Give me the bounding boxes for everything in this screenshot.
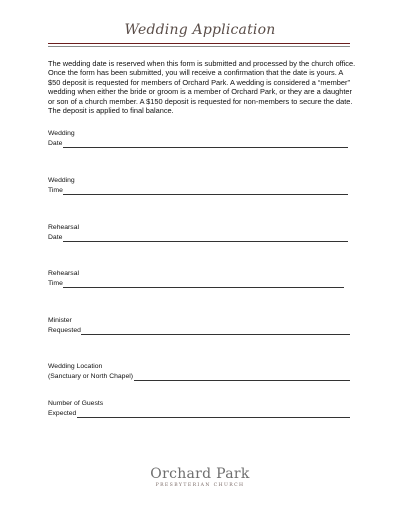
field-label-line1: Rehearsal: [48, 224, 79, 231]
field-label-line2: Date: [48, 140, 63, 147]
field-wedding-location: [48, 362, 350, 381]
field-label-line1: Wedding Location: [48, 363, 103, 370]
wedding-location-input-line[interactable]: [134, 373, 351, 381]
logo-subtitle: PRESBYTERIAN CHURCH: [155, 483, 245, 488]
wedding-time-input-line[interactable]: [63, 187, 348, 195]
wedding-date-input-line[interactable]: [63, 140, 348, 148]
field-wedding-date: [48, 129, 348, 148]
field-label-line1: Wedding: [48, 177, 75, 184]
rehearsal-time-input-line[interactable]: [63, 280, 344, 288]
field-rehearsal-date: [48, 223, 348, 242]
title-rule-bottom: [48, 46, 350, 47]
field-wedding-time: [48, 176, 348, 195]
field-label-line2: Time: [48, 187, 63, 194]
field-label-line2: Expected: [48, 410, 77, 417]
field-minister-requested: [48, 316, 350, 335]
field-label-line2: Requested: [48, 327, 81, 334]
rehearsal-date-input-line[interactable]: [63, 234, 348, 242]
number-of-guests-input-line[interactable]: [77, 410, 350, 418]
logo-name: Orchard Park: [150, 466, 250, 482]
field-label-line2: Time: [48, 280, 63, 287]
field-number-of-guests: [48, 399, 350, 418]
minister-requested-input-line[interactable]: [81, 327, 350, 335]
field-rehearsal-time: [48, 269, 344, 288]
title-rule-top: [48, 43, 350, 44]
page-title: Wedding Application: [124, 22, 276, 38]
field-label-line1: Number of Guests: [48, 400, 104, 407]
intro-paragraph: The wedding date is reserved when this form is submitted and processed by the church office. Once the form has been submitted, you will receive a confirmation that the date is yours. A $50 deposit is requested for members of Orchard Park. A wedding is considered a “member” wedding when either the bride or groom is a member of Orchard Park, or they are a daughter or son of a church member. A $150 deposit is requested for non-members to secure the date. The deposit is applied to final balance.: [48, 59, 356, 116]
field-label-line1: Minister: [48, 317, 72, 324]
field-label-line2: (Sanctuary or North Chapel): [48, 373, 133, 380]
church-logo: [0, 466, 400, 489]
field-label-line1: Wedding: [48, 130, 75, 137]
field-label-line1: Rehearsal: [48, 270, 79, 277]
field-label-line2: Date: [48, 234, 63, 241]
